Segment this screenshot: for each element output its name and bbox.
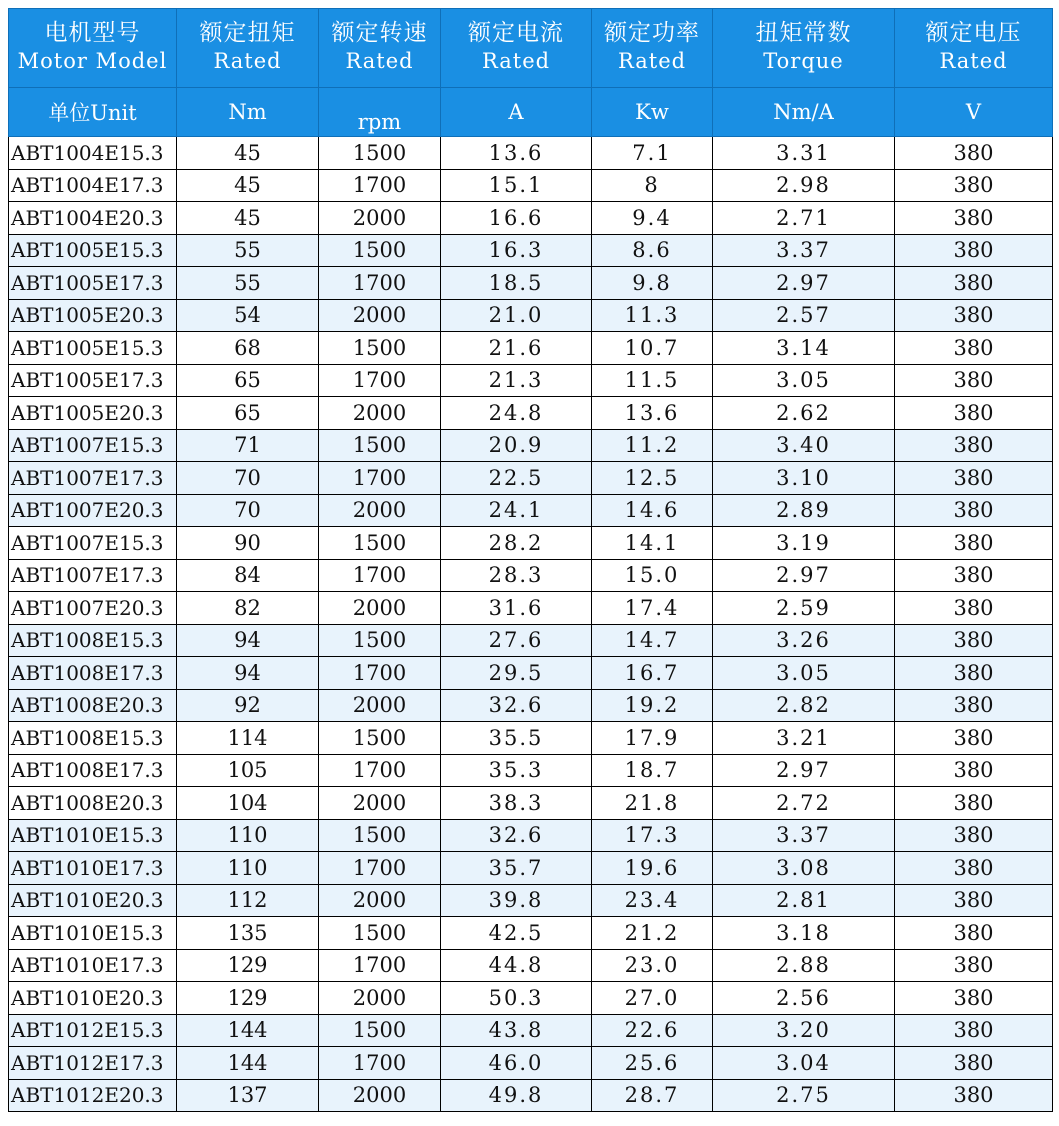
table-row (9, 137, 1053, 170)
cell-rated-speed: 1700 (319, 754, 441, 787)
cell-motor-model: ABT1012E15.3 (9, 1014, 177, 1047)
cell-rated-voltage: 380 (895, 332, 1053, 365)
cell-rated-torque: 144 (177, 1047, 319, 1080)
table-row (9, 1079, 1053, 1112)
cell-rated-voltage: 380 (895, 689, 1053, 722)
cell-rated-current: 35.3 (441, 754, 592, 787)
cell-rated-power: 9.8 (592, 267, 713, 300)
header-rated-current-cn: 额定电流 (468, 20, 564, 46)
cell-rated-speed: 2000 (319, 494, 441, 527)
cell-rated-power: 17.9 (592, 722, 713, 755)
cell-rated-voltage: 380 (895, 1014, 1053, 1047)
header-row-units (9, 88, 1053, 137)
table-row (9, 397, 1053, 430)
cell-rated-current: 24.1 (441, 494, 592, 527)
cell-motor-model: ABT1007E15.3 (9, 429, 177, 462)
header-motor-model-en: Motor Model (17, 49, 168, 73)
cell-rated-power: 23.0 (592, 949, 713, 982)
cell-motor-model: ABT1010E20.3 (9, 884, 177, 917)
header-rated-speed (319, 9, 441, 88)
header-row-titles (9, 9, 1053, 88)
cell-rated-power: 14.6 (592, 494, 713, 527)
cell-rated-voltage: 380 (895, 949, 1053, 982)
unit-rated-power: Kw (592, 88, 713, 137)
cell-rated-speed: 1500 (319, 722, 441, 755)
cell-rated-power: 14.1 (592, 527, 713, 560)
cell-rated-torque: 55 (177, 267, 319, 300)
cell-rated-voltage: 380 (895, 787, 1053, 820)
unit-motor-model: 单位Unit (9, 88, 177, 137)
cell-motor-model: ABT1008E17.3 (9, 754, 177, 787)
cell-rated-torque: 94 (177, 657, 319, 690)
cell-rated-current: 21.6 (441, 332, 592, 365)
cell-rated-speed: 1700 (319, 1047, 441, 1080)
cell-rated-current: 21.3 (441, 364, 592, 397)
cell-rated-current: 35.7 (441, 852, 592, 885)
cell-torque-constant: 2.81 (713, 884, 895, 917)
cell-rated-current: 31.6 (441, 592, 592, 625)
cell-rated-voltage: 380 (895, 657, 1053, 690)
cell-rated-voltage: 380 (895, 234, 1053, 267)
cell-torque-constant: 2.72 (713, 787, 895, 820)
table-row (9, 429, 1053, 462)
cell-rated-current: 39.8 (441, 884, 592, 917)
cell-motor-model: ABT1005E20.3 (9, 299, 177, 332)
table-row (9, 169, 1053, 202)
cell-rated-voltage: 380 (895, 722, 1053, 755)
cell-rated-voltage: 380 (895, 884, 1053, 917)
cell-rated-torque: 45 (177, 137, 319, 170)
cell-torque-constant: 2.88 (713, 949, 895, 982)
cell-rated-power: 8 (592, 169, 713, 202)
cell-rated-speed: 2000 (319, 982, 441, 1015)
cell-motor-model: ABT1004E15.3 (9, 137, 177, 170)
cell-rated-voltage: 380 (895, 169, 1053, 202)
cell-rated-voltage: 380 (895, 202, 1053, 235)
cell-rated-torque: 135 (177, 917, 319, 950)
cell-rated-power: 10.7 (592, 332, 713, 365)
cell-motor-model: ABT1012E20.3 (9, 1079, 177, 1112)
header-rated-torque-cn: 额定扭矩 (199, 20, 296, 46)
cell-rated-voltage: 380 (895, 494, 1053, 527)
cell-rated-voltage: 380 (895, 364, 1053, 397)
table-row (9, 592, 1053, 625)
cell-rated-torque: 65 (177, 397, 319, 430)
cell-torque-constant: 2.62 (713, 397, 895, 430)
cell-rated-speed: 1700 (319, 559, 441, 592)
cell-torque-constant: 3.10 (713, 462, 895, 495)
table-row (9, 299, 1053, 332)
cell-rated-current: 22.5 (441, 462, 592, 495)
header-rated-power-cn: 额定功率 (604, 20, 700, 46)
cell-rated-voltage: 380 (895, 1079, 1053, 1112)
cell-motor-model: ABT1010E15.3 (9, 819, 177, 852)
cell-torque-constant: 3.05 (713, 364, 895, 397)
cell-rated-torque: 129 (177, 982, 319, 1015)
cell-rated-speed: 1500 (319, 917, 441, 950)
cell-torque-constant: 3.40 (713, 429, 895, 462)
cell-rated-torque: 110 (177, 852, 319, 885)
cell-rated-speed: 2000 (319, 592, 441, 625)
cell-rated-torque: 112 (177, 884, 319, 917)
cell-rated-torque: 84 (177, 559, 319, 592)
table-body (9, 137, 1053, 1112)
cell-rated-current: 13.6 (441, 137, 592, 170)
cell-rated-torque: 54 (177, 299, 319, 332)
cell-rated-power: 11.2 (592, 429, 713, 462)
table-row (9, 689, 1053, 722)
cell-rated-power: 21.8 (592, 787, 713, 820)
cell-rated-speed: 2000 (319, 299, 441, 332)
cell-rated-current: 20.9 (441, 429, 592, 462)
cell-rated-torque: 45 (177, 202, 319, 235)
cell-rated-torque: 45 (177, 169, 319, 202)
cell-motor-model: ABT1005E20.3 (9, 397, 177, 430)
cell-rated-current: 42.5 (441, 917, 592, 950)
cell-rated-current: 35.5 (441, 722, 592, 755)
cell-rated-voltage: 380 (895, 137, 1053, 170)
cell-rated-current: 15.1 (441, 169, 592, 202)
header-motor-model (9, 9, 177, 88)
cell-rated-torque: 65 (177, 364, 319, 397)
cell-motor-model: ABT1008E15.3 (9, 624, 177, 657)
cell-rated-power: 16.7 (592, 657, 713, 690)
cell-motor-model: ABT1007E17.3 (9, 462, 177, 495)
cell-rated-current: 28.2 (441, 527, 592, 560)
cell-rated-speed: 1700 (319, 949, 441, 982)
cell-rated-speed: 1700 (319, 852, 441, 885)
cell-rated-voltage: 380 (895, 397, 1053, 430)
cell-motor-model: ABT1005E15.3 (9, 234, 177, 267)
cell-rated-voltage: 380 (895, 624, 1053, 657)
spec-table-container (8, 8, 1053, 1112)
header-rated-current (441, 9, 592, 88)
table-row (9, 1014, 1053, 1047)
cell-rated-speed: 2000 (319, 1079, 441, 1112)
cell-torque-constant: 3.05 (713, 657, 895, 690)
cell-rated-speed: 1500 (319, 332, 441, 365)
cell-rated-current: 44.8 (441, 949, 592, 982)
motor-spec-table (8, 8, 1053, 1112)
cell-rated-voltage: 380 (895, 592, 1053, 625)
header-rated-speed-cn: 额定转速 (331, 20, 428, 46)
cell-rated-torque: 144 (177, 1014, 319, 1047)
cell-rated-power: 14.7 (592, 624, 713, 657)
cell-motor-model: ABT1007E20.3 (9, 494, 177, 527)
cell-rated-voltage: 380 (895, 462, 1053, 495)
cell-rated-power: 19.6 (592, 852, 713, 885)
cell-motor-model: ABT1010E15.3 (9, 917, 177, 950)
cell-rated-torque: 55 (177, 234, 319, 267)
cell-rated-voltage: 380 (895, 982, 1053, 1015)
cell-torque-constant: 3.14 (713, 332, 895, 365)
cell-rated-power: 7.1 (592, 137, 713, 170)
cell-rated-speed: 1700 (319, 169, 441, 202)
cell-rated-speed: 2000 (319, 202, 441, 235)
header-rated-speed-en: Rated (345, 49, 414, 73)
cell-rated-voltage: 380 (895, 527, 1053, 560)
cell-motor-model: ABT1008E20.3 (9, 787, 177, 820)
header-rated-voltage-en: Rated (939, 49, 1008, 73)
cell-rated-voltage: 380 (895, 267, 1053, 300)
cell-torque-constant: 3.18 (713, 917, 895, 950)
table-row (9, 982, 1053, 1015)
cell-motor-model: ABT1007E15.3 (9, 527, 177, 560)
cell-torque-constant: 2.97 (713, 559, 895, 592)
cell-rated-torque: 105 (177, 754, 319, 787)
unit-rated-voltage: V (895, 88, 1053, 137)
table-row (9, 917, 1053, 950)
cell-rated-current: 49.8 (441, 1079, 592, 1112)
cell-rated-voltage: 380 (895, 559, 1053, 592)
cell-torque-constant: 3.19 (713, 527, 895, 560)
cell-rated-power: 25.6 (592, 1047, 713, 1080)
cell-motor-model: ABT1004E17.3 (9, 169, 177, 202)
cell-motor-model: ABT1008E20.3 (9, 689, 177, 722)
cell-rated-torque: 110 (177, 819, 319, 852)
cell-rated-power: 22.6 (592, 1014, 713, 1047)
cell-rated-speed: 1500 (319, 137, 441, 170)
cell-rated-power: 23.4 (592, 884, 713, 917)
cell-torque-constant: 2.75 (713, 1079, 895, 1112)
cell-rated-power: 15.0 (592, 559, 713, 592)
cell-rated-power: 9.4 (592, 202, 713, 235)
cell-rated-speed: 2000 (319, 689, 441, 722)
cell-rated-power: 28.7 (592, 1079, 713, 1112)
header-motor-model-cn: 电机型号 (44, 20, 141, 46)
cell-torque-constant: 2.97 (713, 267, 895, 300)
cell-rated-voltage: 380 (895, 1047, 1053, 1080)
cell-torque-constant: 2.97 (713, 754, 895, 787)
cell-motor-model: ABT1005E17.3 (9, 364, 177, 397)
cell-rated-speed: 1700 (319, 267, 441, 300)
cell-rated-power: 27.0 (592, 982, 713, 1015)
cell-motor-model: ABT1007E17.3 (9, 559, 177, 592)
table-row (9, 202, 1053, 235)
cell-rated-power: 8.6 (592, 234, 713, 267)
cell-torque-constant: 2.89 (713, 494, 895, 527)
unit-rated-current: A (441, 88, 592, 137)
header-torque-constant-cn: 扭矩常数 (755, 20, 852, 46)
cell-rated-voltage: 380 (895, 299, 1053, 332)
cell-motor-model: ABT1008E17.3 (9, 657, 177, 690)
header-torque-constant-en: Torque (763, 49, 844, 73)
cell-motor-model: ABT1004E20.3 (9, 202, 177, 235)
cell-torque-constant: 2.57 (713, 299, 895, 332)
cell-rated-current: 32.6 (441, 819, 592, 852)
cell-rated-torque: 71 (177, 429, 319, 462)
header-rated-power (592, 9, 713, 88)
cell-rated-current: 24.8 (441, 397, 592, 430)
table-row (9, 787, 1053, 820)
cell-motor-model: ABT1012E17.3 (9, 1047, 177, 1080)
cell-rated-torque: 94 (177, 624, 319, 657)
cell-rated-power: 19.2 (592, 689, 713, 722)
table-row (9, 624, 1053, 657)
cell-rated-voltage: 380 (895, 754, 1053, 787)
table-row (9, 527, 1053, 560)
cell-rated-power: 17.3 (592, 819, 713, 852)
cell-rated-current: 50.3 (441, 982, 592, 1015)
cell-motor-model: ABT1005E17.3 (9, 267, 177, 300)
cell-rated-torque: 114 (177, 722, 319, 755)
cell-rated-current: 32.6 (441, 689, 592, 722)
header-rated-voltage (895, 9, 1053, 88)
cell-rated-speed: 1700 (319, 364, 441, 397)
cell-rated-current: 27.6 (441, 624, 592, 657)
cell-rated-power: 12.5 (592, 462, 713, 495)
cell-rated-current: 38.3 (441, 787, 592, 820)
cell-rated-speed: 1500 (319, 234, 441, 267)
cell-rated-current: 43.8 (441, 1014, 592, 1047)
cell-rated-current: 16.6 (441, 202, 592, 235)
cell-torque-constant: 3.37 (713, 234, 895, 267)
cell-rated-torque: 92 (177, 689, 319, 722)
cell-torque-constant: 3.04 (713, 1047, 895, 1080)
header-rated-current-en: Rated (481, 49, 551, 73)
cell-torque-constant: 2.71 (713, 202, 895, 235)
cell-rated-current: 21.0 (441, 299, 592, 332)
table-row (9, 234, 1053, 267)
cell-rated-power: 18.7 (592, 754, 713, 787)
cell-rated-power: 11.5 (592, 364, 713, 397)
cell-rated-torque: 68 (177, 332, 319, 365)
cell-torque-constant: 2.82 (713, 689, 895, 722)
table-row (9, 559, 1053, 592)
cell-rated-speed: 1500 (319, 624, 441, 657)
table-row (9, 494, 1053, 527)
cell-torque-constant: 3.08 (713, 852, 895, 885)
cell-torque-constant: 2.56 (713, 982, 895, 1015)
table-row (9, 949, 1053, 982)
table-row (9, 657, 1053, 690)
cell-torque-constant: 3.26 (713, 624, 895, 657)
table-row (9, 754, 1053, 787)
cell-motor-model: ABT1010E17.3 (9, 852, 177, 885)
table-row (9, 819, 1053, 852)
cell-rated-voltage: 380 (895, 917, 1053, 950)
cell-rated-speed: 1700 (319, 462, 441, 495)
cell-rated-voltage: 380 (895, 819, 1053, 852)
cell-rated-power: 17.4 (592, 592, 713, 625)
header-rated-voltage-cn: 额定电压 (925, 20, 1022, 46)
cell-rated-speed: 1500 (319, 429, 441, 462)
header-rated-power-en: Rated (617, 49, 687, 73)
unit-rated-speed (319, 88, 441, 137)
cell-rated-speed: 1500 (319, 1014, 441, 1047)
unit-rated-torque: Nm (177, 88, 319, 137)
cell-rated-voltage: 380 (895, 852, 1053, 885)
cell-rated-torque: 104 (177, 787, 319, 820)
cell-rated-speed: 1500 (319, 527, 441, 560)
header-rated-torque (177, 9, 319, 88)
cell-motor-model: ABT1010E17.3 (9, 949, 177, 982)
cell-rated-speed: 2000 (319, 884, 441, 917)
header-torque-constant (713, 9, 895, 88)
cell-torque-constant: 3.31 (713, 137, 895, 170)
cell-rated-speed: 2000 (319, 397, 441, 430)
table-row (9, 332, 1053, 365)
table-header (9, 9, 1053, 137)
cell-rated-torque: 129 (177, 949, 319, 982)
cell-rated-current: 28.3 (441, 559, 592, 592)
cell-rated-speed: 1700 (319, 657, 441, 690)
table-row (9, 884, 1053, 917)
cell-torque-constant: 3.20 (713, 1014, 895, 1047)
cell-motor-model: ABT1010E20.3 (9, 982, 177, 1015)
cell-rated-torque: 70 (177, 494, 319, 527)
cell-rated-torque: 70 (177, 462, 319, 495)
table-row (9, 462, 1053, 495)
table-row (9, 1047, 1053, 1080)
cell-torque-constant: 3.37 (713, 819, 895, 852)
header-rated-torque-en: Rated (213, 49, 282, 73)
unit-rated-speed-text: rpm (357, 110, 402, 134)
cell-torque-constant: 3.21 (713, 722, 895, 755)
table-row (9, 364, 1053, 397)
cell-motor-model: ABT1008E15.3 (9, 722, 177, 755)
cell-rated-torque: 82 (177, 592, 319, 625)
cell-rated-torque: 137 (177, 1079, 319, 1112)
cell-rated-current: 18.5 (441, 267, 592, 300)
cell-rated-speed: 1500 (319, 819, 441, 852)
cell-rated-torque: 90 (177, 527, 319, 560)
cell-motor-model: ABT1005E15.3 (9, 332, 177, 365)
cell-rated-current: 16.3 (441, 234, 592, 267)
cell-motor-model: ABT1007E20.3 (9, 592, 177, 625)
table-row (9, 722, 1053, 755)
table-row (9, 267, 1053, 300)
unit-torque-constant: Nm/A (713, 88, 895, 137)
cell-rated-current: 29.5 (441, 657, 592, 690)
cell-rated-current: 46.0 (441, 1047, 592, 1080)
cell-rated-speed: 2000 (319, 787, 441, 820)
cell-rated-power: 21.2 (592, 917, 713, 950)
table-row (9, 852, 1053, 885)
cell-rated-power: 11.3 (592, 299, 713, 332)
cell-rated-power: 13.6 (592, 397, 713, 430)
cell-rated-voltage: 380 (895, 429, 1053, 462)
cell-torque-constant: 2.98 (713, 169, 895, 202)
cell-torque-constant: 2.59 (713, 592, 895, 625)
